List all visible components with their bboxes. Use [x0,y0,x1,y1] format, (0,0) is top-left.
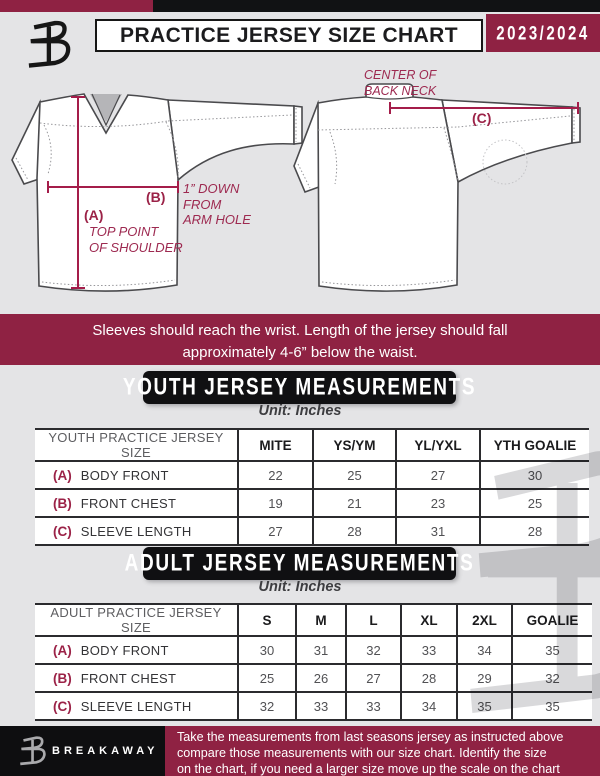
table-header-row [35,429,589,461]
measurement-row [35,489,589,517]
measurement-name: FRONT CHEST [80,670,177,686]
measurement-key: (A) [53,642,72,658]
measurement-value-cell: 30 [238,636,296,664]
page-title: PRACTICE JERSEY SIZE CHART [95,19,483,52]
measurement-value-cell: 35 [512,692,592,720]
measurement-value-cell: 35 [512,636,592,664]
size-header-cell: GOALIE [512,604,592,636]
size-header-cell: XL [401,604,457,636]
measurement-value-cell: 29 [457,664,512,692]
measure-label-b: (B) [146,189,166,205]
measure-label-c: (C) [472,110,492,126]
measurement-name: SLEEVE LENGTH [80,698,192,714]
footer-instructions-line3: on the chart, if you need a larger size move up the scale on the chart [177,762,560,776]
measurement-row [35,517,589,545]
measurement-value-cell: 31 [396,517,480,545]
measurement-value-cell: 34 [401,692,457,720]
measurement-name: FRONT CHEST [80,495,177,511]
measurement-value-cell: 32 [512,664,592,692]
measurement-row [35,636,592,664]
size-header-cell: YS/YM [313,429,396,461]
size-header-cell: YL/YXL [396,429,480,461]
youth-section-banner [122,371,477,404]
size-header-cell: YTH GOALIE [480,429,589,461]
adult-size-table [35,603,592,721]
size-header-cell: 2XL [457,604,512,636]
measurement-label-cell [35,461,238,489]
measurement-name: BODY FRONT [80,467,169,483]
top-point-caption: TOP POINT OF SHOULDER [89,224,183,255]
measurement-value-cell: 31 [296,636,346,664]
season-text: 2023/2024 [496,21,590,45]
measurement-value-cell: 30 [480,461,589,489]
center-back-neck-caption: CENTER OF BACK NECK [364,68,437,98]
jersey-back-diagram [294,84,580,291]
measurement-value-cell: 33 [346,692,401,720]
measurement-value-cell: 27 [396,461,480,489]
size-header-cell: MITE [238,429,313,461]
brand-name: BREAKAWAY [52,745,159,757]
adult-unit-label: Unit: Inches [258,579,342,595]
size-header-cell: M [296,604,346,636]
measurement-value-cell: 35 [457,692,512,720]
footer-instructions-line2: compare those measurements with our size chart. Identify the size [177,746,547,761]
measurement-value-cell: 28 [401,664,457,692]
youth-size-table [35,428,589,546]
measurement-key: (B) [53,670,72,686]
measure-label-a: (A) [84,207,104,223]
measurement-row [35,461,589,489]
measurement-value-cell: 21 [313,489,396,517]
measurement-name: BODY FRONT [80,642,169,658]
footer-instructions-line1: Take the measurements from last seasons jersey as instructed above [177,730,564,744]
table-title-cell: YOUTH PRACTICE JERSEY SIZE [35,429,238,461]
youth-unit-label: Unit: Inches [258,403,342,419]
measurement-value-cell: 27 [238,517,313,545]
footer-instructions [177,729,595,776]
measurement-key: (A) [53,467,72,483]
measurement-value-cell: 32 [238,692,296,720]
measurement-key: (C) [53,523,72,539]
measurement-value-cell: 33 [296,692,346,720]
size-header-cell: S [238,604,296,636]
measurement-label-cell [35,517,238,545]
top-accent-bar-black [153,0,600,12]
measurement-label-cell [35,489,238,517]
breakaway-b-logo-icon [22,12,74,74]
measurement-value-cell: 33 [401,636,457,664]
measurement-value-cell: 25 [313,461,396,489]
measurement-value-cell: 27 [346,664,401,692]
adult-banner-text: ADULT JERSEY MEASUREMENTS [124,549,475,576]
measurement-key: (B) [53,495,72,511]
arm-hole-caption: 1” DOWN FROM ARM HOLE [183,181,251,227]
measurement-row [35,664,592,692]
measurement-value-cell: 25 [480,489,589,517]
measurement-value-cell: 25 [238,664,296,692]
jersey-diagrams [0,70,600,320]
size-header-cell: L [346,604,401,636]
measurement-row [35,692,592,720]
measurement-label-cell [35,664,238,692]
adult-section-banner [124,547,475,580]
measurement-value-cell: 32 [346,636,401,664]
footer-breakaway-logo-icon [16,731,48,769]
measurement-value-cell: 28 [480,517,589,545]
fit-notice-line1: Sleeves should reach the wrist. Length of the jersey should fall [92,322,508,339]
measurement-label-cell [35,636,238,664]
top-accent-bar-maroon [0,0,153,12]
measurement-name: SLEEVE LENGTH [80,523,192,539]
measurement-label-cell [35,692,238,720]
measurement-value-cell: 23 [396,489,480,517]
measurement-key: (C) [53,698,72,714]
youth-banner-text: YOUTH JERSEY MEASUREMENTS [122,373,477,400]
fit-notice-line2: approximately 4-6” below the waist. [182,344,418,361]
measurement-value-cell: 28 [313,517,396,545]
measurement-value-cell: 34 [457,636,512,664]
measurement-value-cell: 26 [296,664,346,692]
fit-notice-banner [0,314,600,365]
measurement-value-cell: 19 [238,489,313,517]
measurement-value-cell: 22 [238,461,313,489]
season-badge [486,14,600,52]
table-title-cell: ADULT PRACTICE JERSEY SIZE [35,604,238,636]
table-header-row [35,604,592,636]
